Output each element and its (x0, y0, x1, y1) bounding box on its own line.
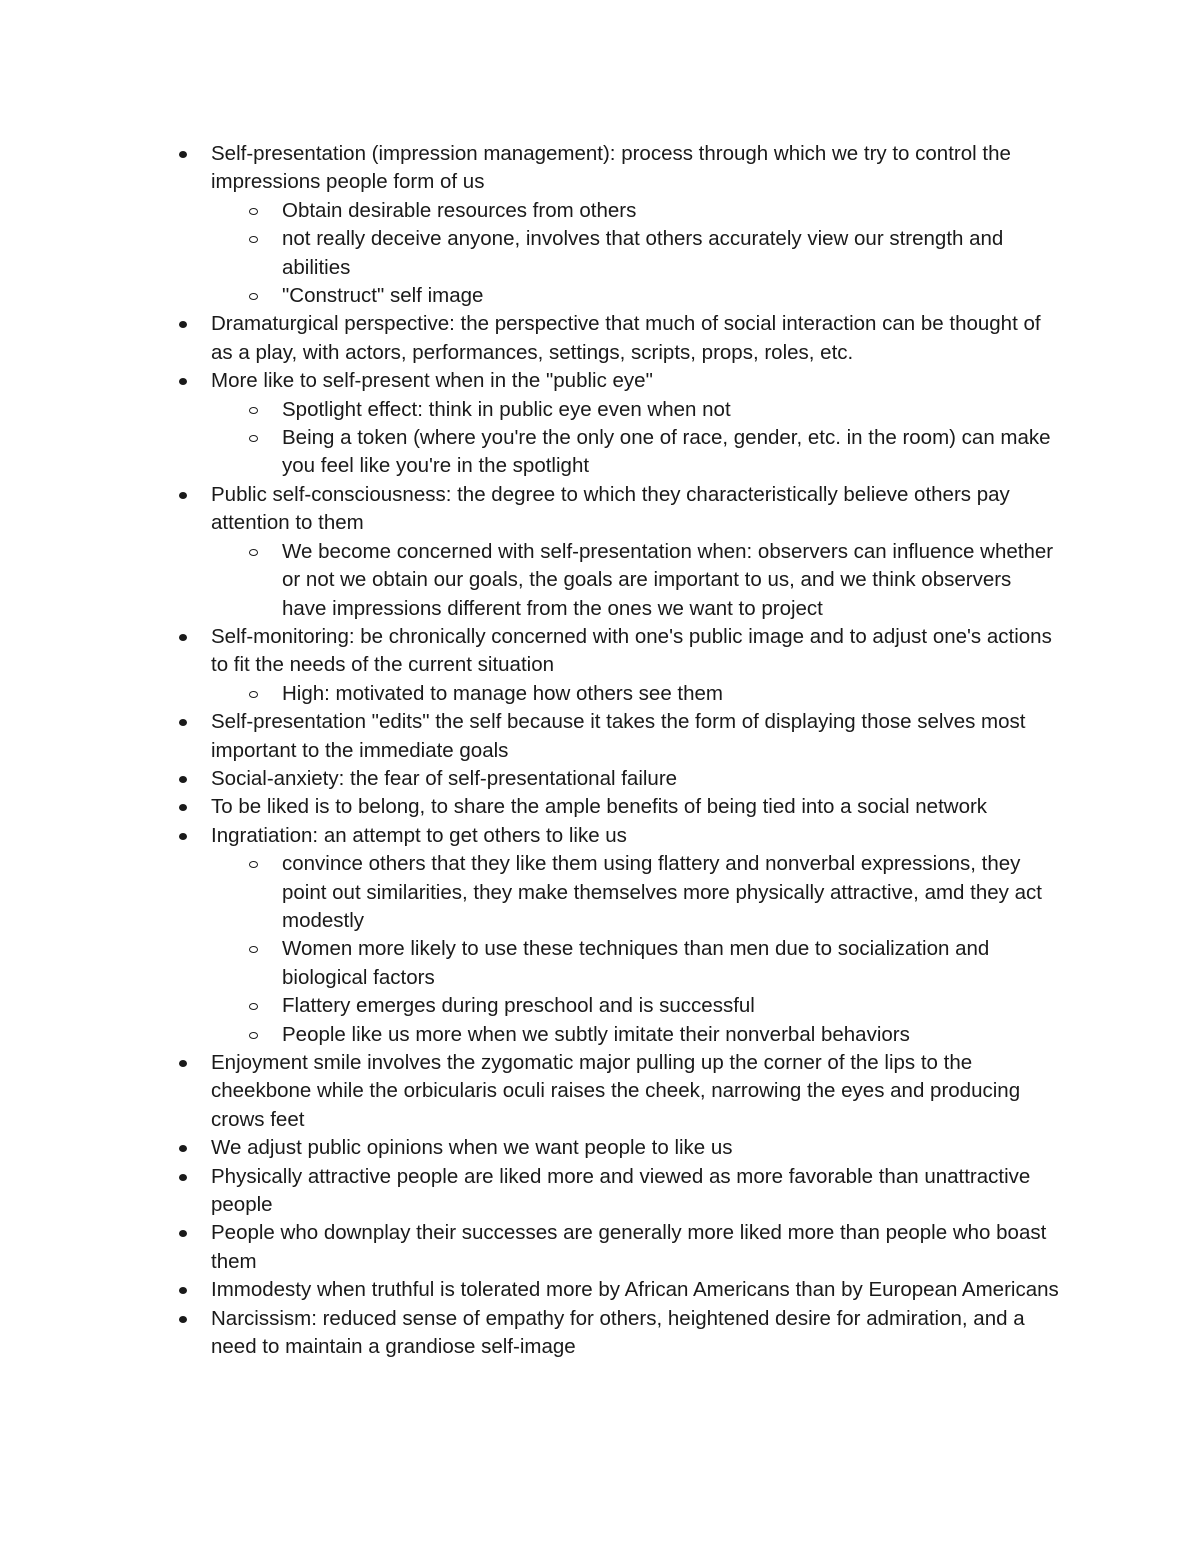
list-item-text: Flattery emerges during preschool and is successful (282, 994, 755, 1018)
list-item-text: Immodesty when truthful is tolerated more by African Americans than by European Americans (211, 1278, 1059, 1302)
list-item (282, 1021, 1061, 1049)
list-item (282, 680, 1061, 708)
list-item (211, 1276, 1061, 1304)
bullet-dot-icon (179, 492, 187, 499)
list-item (282, 850, 1061, 935)
list-item (282, 225, 1061, 282)
list-item (282, 992, 1061, 1020)
list-item (282, 197, 1061, 225)
list-item (211, 310, 1061, 367)
list-item (282, 282, 1061, 310)
bullet-dot-icon (179, 1174, 187, 1181)
notes-list (211, 140, 1061, 1361)
list-item-text: We adjust public opinions when we want people to like us (211, 1136, 733, 1160)
bullet-dot-icon (179, 719, 187, 726)
list-item-text: Obtain desirable resources from others (282, 198, 637, 222)
list-item (211, 822, 1061, 850)
list-item (282, 538, 1061, 623)
list-item-text: High: motivated to manage how others see them (282, 681, 723, 705)
list-item-text: Ingratiation: an attempt to get others to like us (211, 823, 627, 847)
list-item-text: Being a token (where you're the only one of race, gender, etc. in the room) can make you feel like you're in the spotlight (282, 426, 1051, 478)
list-item-text: People who downplay their successes are generally more liked more than people who boast them (211, 1221, 1047, 1273)
bullet-dot-icon (179, 804, 187, 811)
bullet-circle-icon (249, 1032, 258, 1039)
bullet-dot-icon (179, 1287, 187, 1294)
bullet-dot-icon (179, 833, 187, 840)
bullet-circle-icon (249, 946, 258, 953)
list-item (211, 793, 1061, 821)
list-item-text: We become concerned with self-presentation when: observers can influence whether or not we obtain our goals, the goals are important to us, and we think observers have impressions different from the ones we want to project (282, 539, 1054, 620)
list-item (211, 1305, 1061, 1362)
bullet-circle-icon (249, 435, 258, 442)
bullet-circle-icon (249, 1003, 258, 1010)
list-item (211, 765, 1061, 793)
list-item (211, 708, 1061, 765)
bullet-circle-icon (249, 293, 258, 300)
list-item (211, 367, 1061, 395)
bullet-dot-icon (179, 1060, 187, 1067)
list-item-text: People like us more when we subtly imitate their nonverbal behaviors (282, 1022, 910, 1046)
list-item-text: Public self-consciousness: the degree to which they characteristically believe others pay attention to them (211, 482, 1010, 535)
list-item-text: Physically attractive people are liked more and viewed as more favorable than unattractive people (211, 1164, 1031, 1217)
bullet-dot-icon (179, 1230, 187, 1237)
bullet-dot-icon (179, 634, 187, 641)
bullet-dot-icon (179, 1145, 187, 1152)
list-item-text: convince others that they like them using flattery and nonverbal expressions, they point out similarities, they make themselves more physically attractive, amd they act modestly (282, 852, 1042, 932)
list-item-text: not really deceive anyone, involves that others accurately view our strength and abilities (282, 227, 1004, 279)
list-item (211, 623, 1061, 680)
bullet-circle-icon (249, 208, 258, 215)
bullet-dot-icon (179, 151, 187, 158)
list-item-text: To be liked is to belong, to share the ample benefits of being tied into a social network (211, 795, 988, 819)
list-item-text: Self-presentation "edits" the self because it takes the form of displaying those selves most important to the immediate goals (211, 710, 1026, 762)
bullet-circle-icon (249, 407, 258, 414)
list-item (282, 424, 1061, 481)
list-item-text: Self-monitoring: be chronically concerned with one's public image and to adjust one's actions to fit the needs of the current situation (211, 624, 1052, 677)
list-item (211, 481, 1061, 538)
bullet-circle-icon (249, 236, 258, 243)
list-item (211, 1163, 1061, 1220)
list-item-text: "Construct" self image (282, 284, 484, 308)
bullet-dot-icon (179, 321, 187, 328)
bullet-dot-icon (179, 378, 187, 385)
list-item (211, 1049, 1061, 1134)
list-item (211, 1134, 1061, 1162)
list-item (282, 396, 1061, 424)
list-item-text: Enjoyment smile involves the zygomatic major pulling up the corner of the lips to the cheekbone while the orbicularis oculi raises the cheek, narrowing the eyes and producing crows feet (211, 1051, 1021, 1131)
list-item-text: More like to self-present when in the "public eye" (211, 369, 653, 393)
bullet-circle-icon (249, 549, 258, 556)
list-item (282, 935, 1061, 992)
list-item (211, 1219, 1061, 1276)
list-item-text: Women more likely to use these techniques than men due to socialization and biological factors (282, 937, 990, 989)
list-item-text: Spotlight effect: think in public eye even when not (282, 397, 731, 421)
list-item (211, 140, 1061, 197)
bullet-circle-icon (249, 691, 258, 698)
list-item-text: Self-presentation (impression management): process through which we try to control the impressions people form of us (211, 142, 1011, 194)
bullet-dot-icon (179, 776, 187, 783)
bullet-circle-icon (249, 861, 258, 868)
bullet-dot-icon (179, 1316, 187, 1323)
list-item-text: Dramaturgical perspective: the perspective that much of social interaction can be thought of as a play, with actors, performances, settings, scripts, props, roles, etc. (211, 312, 1041, 364)
list-item-text: Narcissism: reduced sense of empathy for others, heightened desire for admiration, and a need to maintain a grandiose self-image (211, 1306, 1025, 1359)
list-item-text: Social-anxiety: the fear of self-presentational failure (211, 766, 678, 790)
